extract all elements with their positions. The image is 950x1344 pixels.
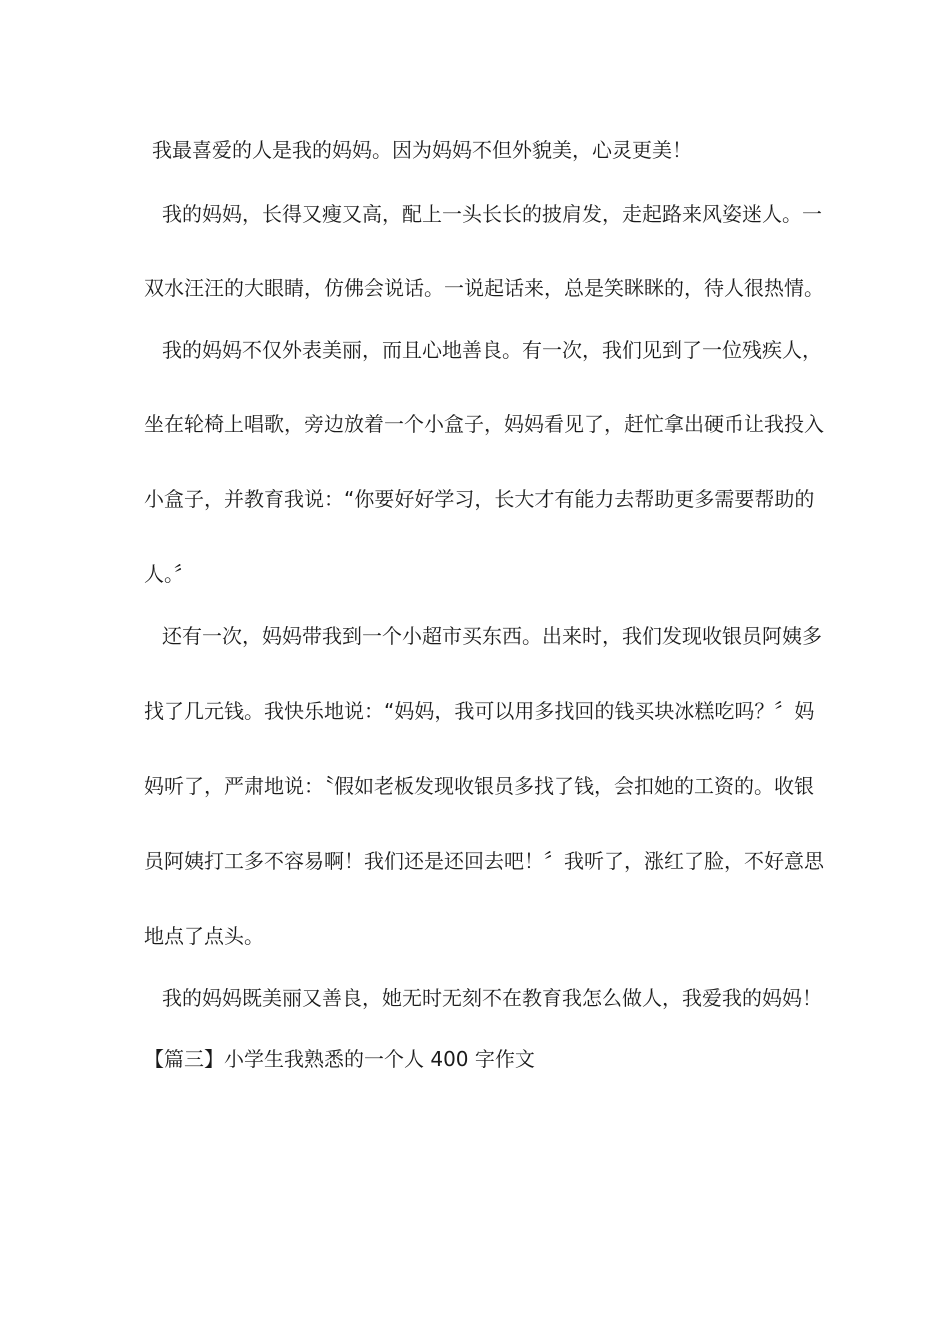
paragraph-4-line-4: 员阿姨打工多不容易啊！我们还是还回去吧！〞我听了，涨红了脸，不好意思 [144,849,824,873]
paragraph-2-line-1: 我的妈妈，长得又瘦又高，配上一头长长的披肩发，走起路来风姿迷人。一 [162,202,822,226]
paragraph-3-line-4: 人。〞 [144,562,194,586]
paragraph-3-line-3: 小盒子，并教育我说：“你要好好学习，长大才有能力去帮助更多需要帮助的 [144,487,815,511]
paragraph-4-line-5: 地点了点头。 [144,924,264,948]
paragraph-4-line-1: 还有一次，妈妈带我到一个小超市买东西。出来时，我们发现收银员阿姨多 [162,624,822,648]
paragraph-4-line-3: 妈听了，严肃地说：〝假如老板发现收银员多找了钱，会扣她的工资的。收银 [144,774,814,798]
paragraph-3-line-2: 坐在轮椅上唱歌，旁边放着一个小盒子，妈妈看见了，赶忙拿出硬币让我投入 [144,412,824,436]
paragraph-4-line-2: 找了几元钱。我快乐地说：“妈妈，我可以用多找回的钱买块冰糕吃吗？〞妈 [144,699,815,723]
paragraph-5-line-1: 我的妈妈既美丽又善良，她无时无刻不在教育我怎么做人，我爱我的妈妈！ [162,986,822,1010]
paragraph-1-line-1: 我最喜爱的人是我的妈妈。因为妈妈不但外貌美，心灵更美！ [152,138,692,162]
section-heading: 【篇三】小学生我熟悉的一个人 400 字作文 [144,1047,535,1071]
paragraph-3-line-1: 我的妈妈不仅外表美丽，而且心地善良。有一次，我们见到了一位残疾人， [162,338,822,362]
paragraph-2-line-2: 双水汪汪的大眼睛，仿佛会说话。一说起话来，总是笑眯眯的，待人很热情。 [144,276,824,300]
